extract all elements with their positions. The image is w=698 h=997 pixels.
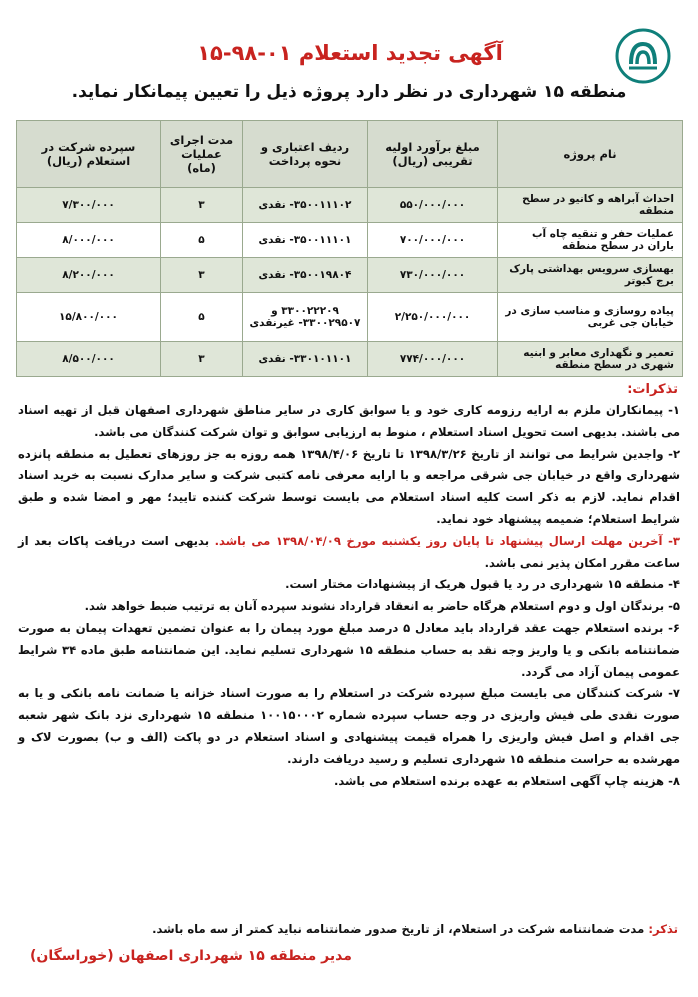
note-item <box>18 531 680 575</box>
ad-title: آگهی تجدید استعلام ۰۱-۹۸-۱۵ <box>197 41 503 65</box>
header-deposit: سپرده شرکت در استعلام (ریال) <box>17 121 161 188</box>
project-estimate: ۵۵۰/۰۰۰/۰۰۰ <box>368 188 498 223</box>
note-item: ۸- هزینه چاپ آگهی استعلام به عهده برنده استعلام می باشد. <box>333 773 680 788</box>
project-estimate: ۷۳۰/۰۰۰/۰۰۰ <box>368 258 498 293</box>
ad-subtitle: منطقه ۱۵ شهرداری در نظر دارد پروژه ذیل را تعیین پیمانکار نماید. <box>71 82 627 102</box>
project-credit: ۳۳۰۱۰۱۱۰۱- نقدی <box>243 342 368 377</box>
project-duration: ۵ <box>161 293 243 342</box>
note-item: ۴- منطقه ۱۵ شهرداری در رد یا قبول هریک از پیشنهادات مختار است. <box>285 577 680 592</box>
project-credit: ۳۵۰۰۱۱۱۰۲- نقدی <box>243 188 368 223</box>
project-deposit: ۸/۵۰۰/۰۰۰ <box>17 342 161 377</box>
header-duration: مدت اجرای عملیات (ماه) <box>161 121 243 188</box>
footer-label: تذکر: <box>648 922 678 936</box>
project-deposit: ۸/۰۰۰/۰۰۰ <box>17 223 161 258</box>
header-project-name: نام پروژه <box>498 121 683 188</box>
deadline-text: ۳- آخرین مهلت ارسال پیشنهاد تا پایان روز یکشنبه مورخ ۱۳۹۸/۰۴/۰۹ می باشد. <box>214 533 680 548</box>
project-deposit: ۸/۲۰۰/۰۰۰ <box>17 258 161 293</box>
project-duration: ۵ <box>161 223 243 258</box>
table-row <box>17 342 683 377</box>
project-name: بهسازی سرویس بهداشتی پارک برج کبوتر <box>498 258 683 293</box>
table-row <box>17 258 683 293</box>
note-item: ۲- واجدین شرایط می توانند از تاریخ ۱۳۹۸/۳/۲۶ تا تاریخ ۱۳۹۸/۴/۰۶ همه روزه به جز روزهای تعطیل به منطقه پانزده شهرداری واقع در خیابان جی شرقی مراجعه و با ارایه معرفی نامه کتبی شرکت و سایر مدارک نسبت به خرید اسناد اقدام نماید. لازم به ذکر است کلیه اسناد استعلام می بایست توسط شرکت کننده تایید؛ مهر و امضا شده و طبق شرایط استعلام؛ ضمیمه پیشنهاد خود نماید. <box>18 446 681 526</box>
notes-list <box>18 400 680 792</box>
project-deposit: ۷/۳۰۰/۰۰۰ <box>17 188 161 223</box>
footer-text: مدت ضمانتنامه شرکت در استعلام، از تاریخ صدور ضمانتنامه نباید کمتر از سه ماه باشد. <box>152 922 645 936</box>
project-duration: ۳ <box>161 188 243 223</box>
header-credit: ردیف اعتباری و نحوه پرداخت <box>243 121 368 188</box>
project-name: احداث آبراهه و کانیو در سطح منطقه <box>498 188 683 223</box>
signature: مدیر منطقه ۱۵ شهرداری اصفهان (خوراسگان) <box>30 948 352 964</box>
project-name: عملیات حفر و تنقیه چاه آب باران در سطح منطقه <box>498 223 683 258</box>
table-row <box>17 293 683 342</box>
note-item: ۱- پیمانکاران ملزم به ارایه رزومه کاری خود و یا سوابق کاری در سایر مناطق شهرداری اصفهان قبل از تهیه اسناد می باشند. بدیهی است تحویل اسناد استعلام ، منوط به ارزیابی سوابق و توان شرکت کنندگان می باشد. <box>18 403 680 439</box>
note-item: ۶- برنده استعلام جهت عقد قرارداد باید معادل ۵ درصد مبلغ مورد پیمان را به عنوان تضمین تعهدات پیمان به صورت ضمانتنامه بانکی و یا واریز وجه نقد به حساب منطقه ۱۵ شهرداری تسلیم نماید. این ضمانتنامه طبق ماده ۳۴ شرایط عمومی پیمان آزاد می گردد. <box>18 620 681 679</box>
table-header-row <box>17 121 683 188</box>
header-estimate: مبلغ برآورد اولیه تقریبی (ریال) <box>368 121 498 188</box>
project-estimate: ۲/۲۵۰/۰۰۰/۰۰۰ <box>368 293 498 342</box>
project-duration: ۳ <box>161 258 243 293</box>
project-table <box>16 120 683 377</box>
project-credit: ۳۳۰۰۲۲۲۰۹ و ۳۳۰۰۲۹۵۰۷- غیرنقدی <box>243 293 368 342</box>
project-credit: ۳۵۰۰۱۹۸۰۴- نقدی <box>243 258 368 293</box>
project-name: پیاده روسازی و مناسب سازی در خیابان جی غربی <box>498 293 683 342</box>
footer-note <box>20 922 678 936</box>
deadline-note: بدیهی است دریافت پاکات بعد از ساعت مقرر امکان پذیر نمی باشد. <box>18 533 680 570</box>
project-estimate: ۷۰۰/۰۰۰/۰۰۰ <box>368 223 498 258</box>
table-row <box>17 223 683 258</box>
project-credit: ۳۵۰۰۱۱۱۰۱- نقدی <box>243 223 368 258</box>
table-row <box>17 188 683 223</box>
notes-heading: تذکرات: <box>627 382 678 397</box>
project-estimate: ۷۷۴/۰۰۰/۰۰۰ <box>368 342 498 377</box>
municipality-emblem-icon <box>615 28 671 84</box>
project-deposit: ۱۵/۸۰۰/۰۰۰ <box>17 293 161 342</box>
note-item: ۵- برندگان اول و دوم استعلام هرگاه حاضر به انعقاد قرارداد نشوند سپرده آنان به ترتیب ضبط خواهد شد. <box>84 599 680 614</box>
note-item: ۷- شرکت کنندگان می بایست مبلغ سپرده شرکت در استعلام را به صورت اسناد خزانه یا ضمانت نامه بانکی و یا به صورت نقدی طی فیش واریزی در وجه حساب سپرده شماره ۱۰۰۱۵۰۰۰۲ منطقه ۱۵ شهرداری نزد بانک شهر شعبه جی اقدام و اصل فیش واریزی را همراه قیمت پیشنهادی و اسناد استعلام در دو پاکت (الف و ب) بصورت لاک و مهرشده به حراست منطقه ۱۵ شهرداری تسلیم و رسید دریافت دارند. <box>18 686 680 766</box>
project-name: تعمیر و نگهداری معابر و ابنیه شهری در سطح منطقه <box>498 342 683 377</box>
project-duration: ۳ <box>161 342 243 377</box>
